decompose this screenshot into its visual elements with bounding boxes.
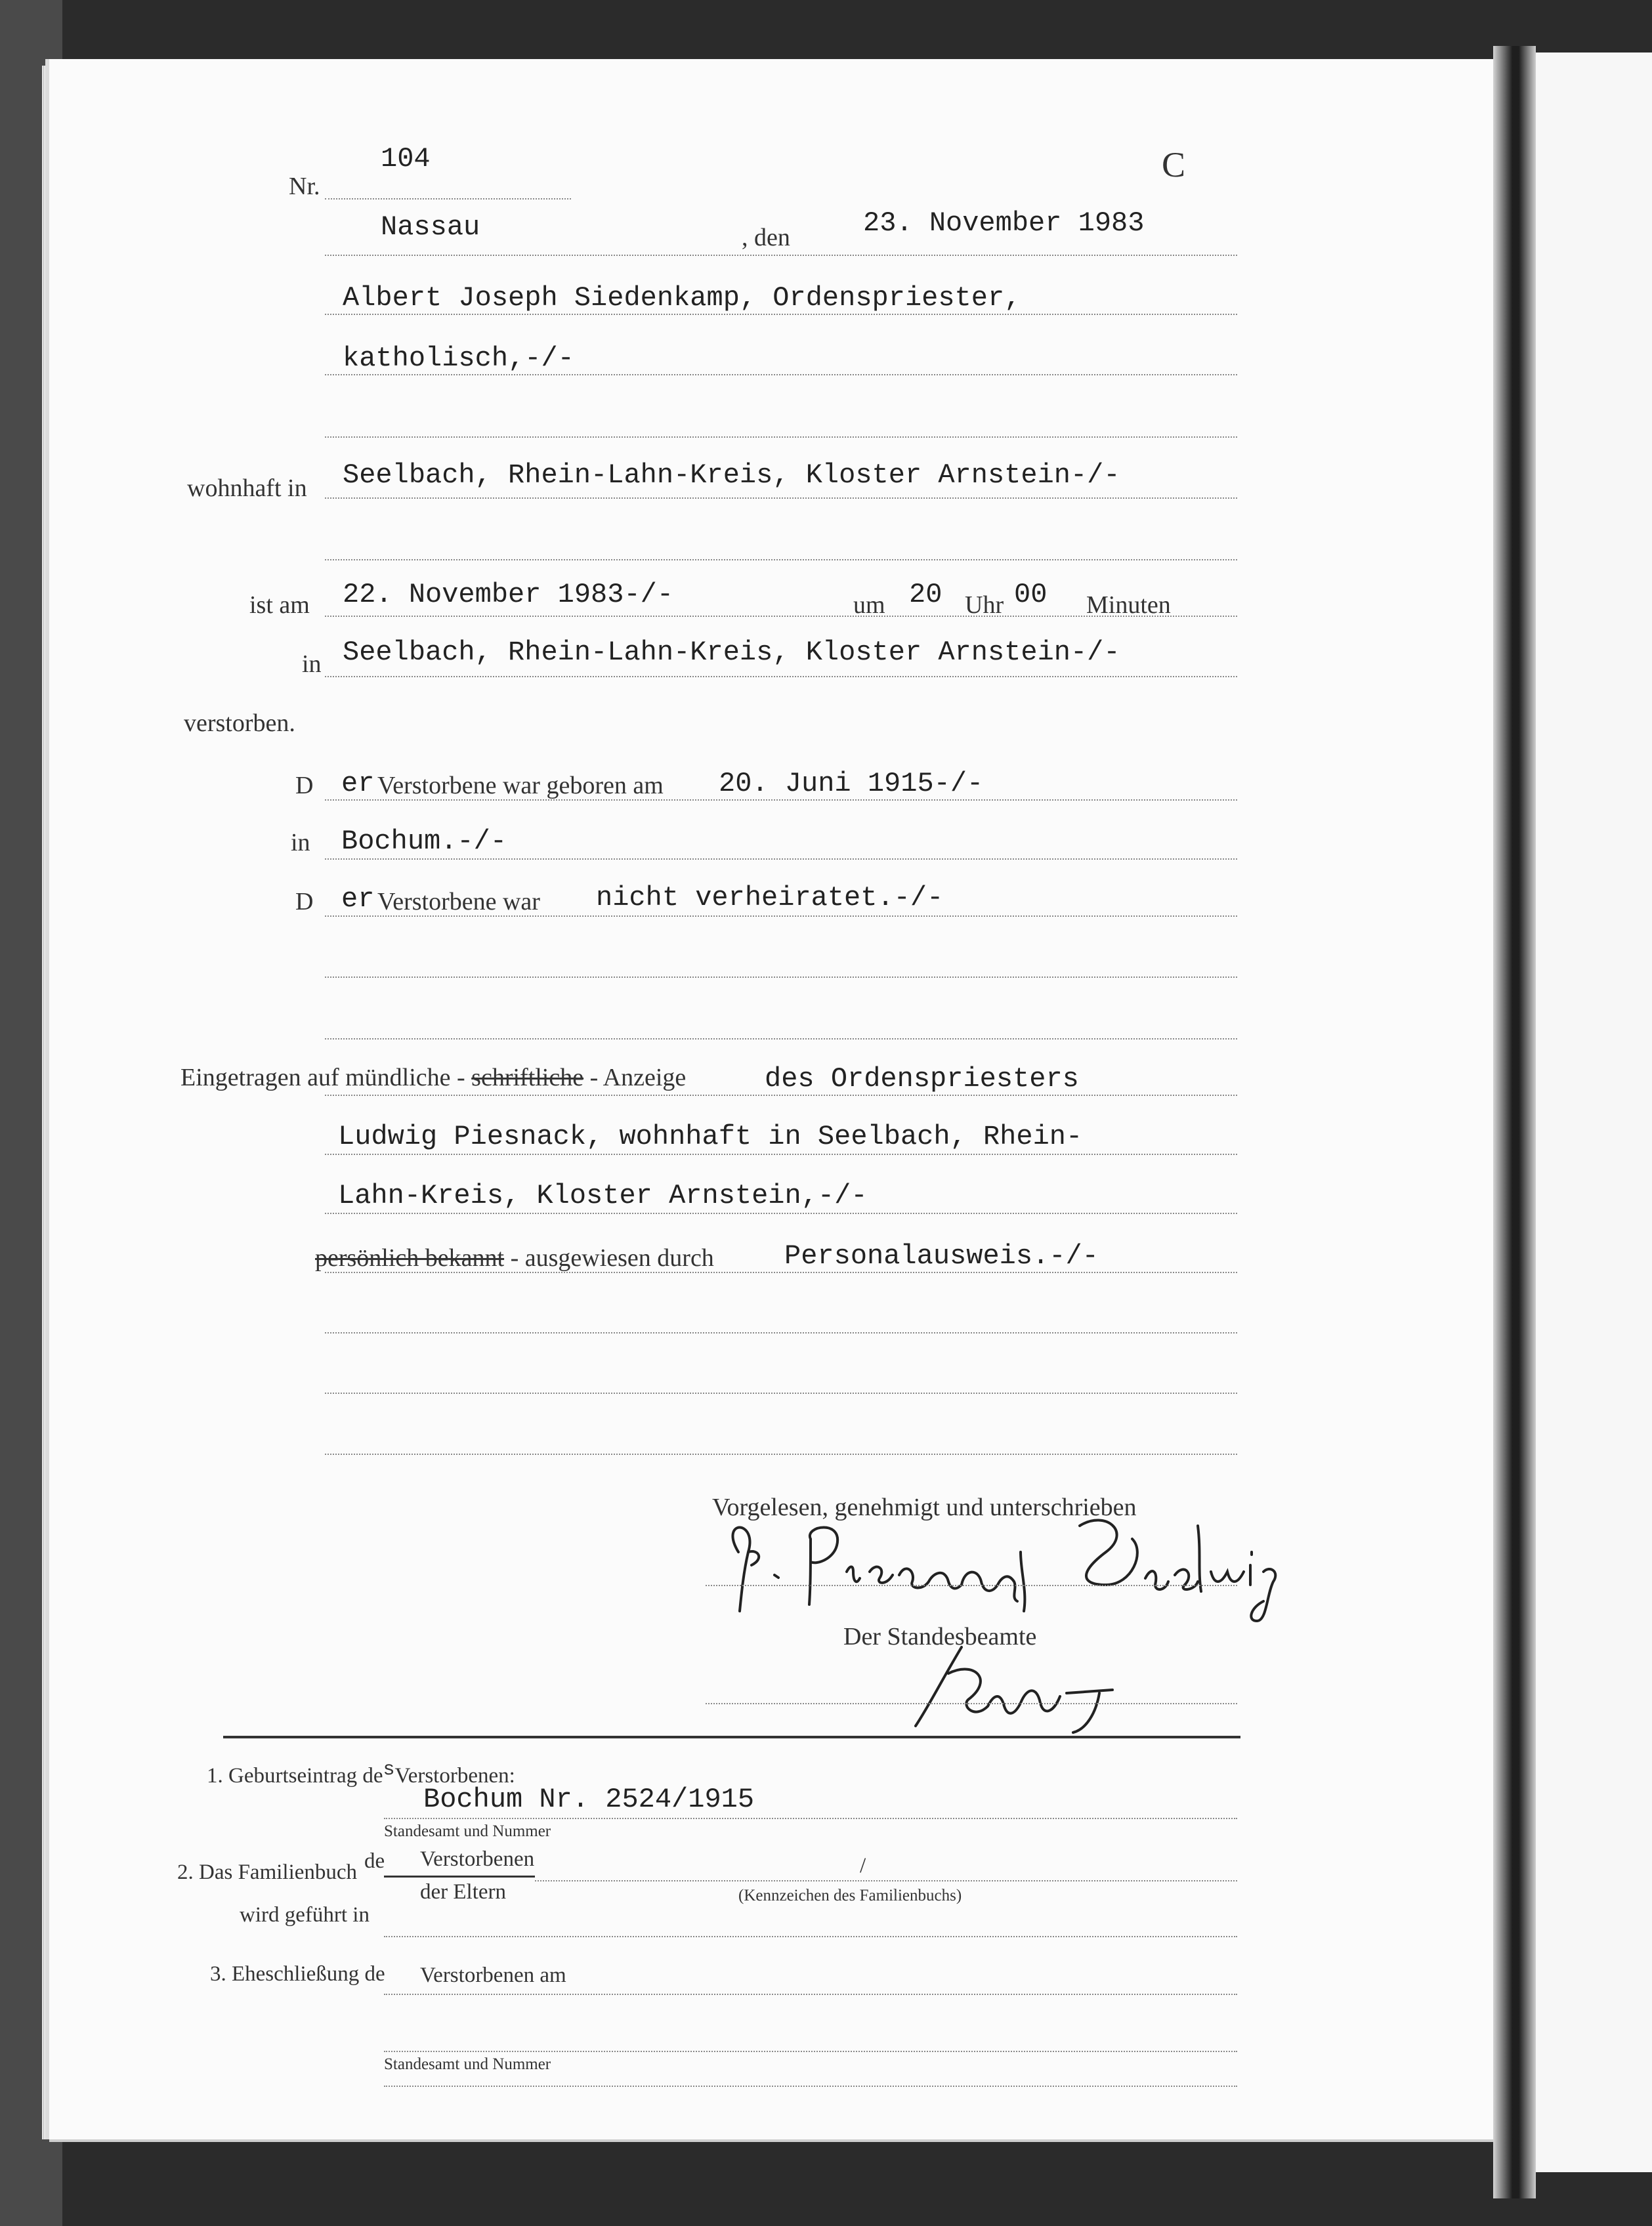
marital-value: nicht verheiratet.-/- [596, 882, 944, 914]
birth-d-label: D [295, 772, 314, 799]
rule [325, 1095, 1237, 1096]
rule [325, 314, 1237, 315]
item3-value: Verstorbenen am [420, 1964, 566, 1987]
item1-label-a: 1. Geburtseintrag de [207, 1764, 383, 1788]
item2-label: 2. Das Familienbuch [177, 1860, 358, 1884]
item2-slash: / [860, 1854, 866, 1878]
date-value: 23. November 1983 [863, 207, 1145, 239]
death-place: Seelbach, Rhein-Lahn-Kreis, Kloster Arnstein-/- [343, 637, 1120, 668]
report-label-struck: schriftliche [471, 1064, 584, 1091]
standesamt-label-2: Standesamt und Nummer [384, 2055, 551, 2073]
den-label: , den [742, 224, 790, 251]
rule [325, 676, 1237, 677]
rule [325, 616, 1237, 617]
rule [325, 1332, 1237, 1334]
book-gutter [1493, 46, 1536, 2198]
rule [384, 1818, 1237, 1819]
rule [325, 1213, 1237, 1214]
item2-option-eltern: der Eltern [420, 1880, 507, 1904]
death-hour: 20 [909, 579, 942, 610]
report-label-b: - Anzeige [589, 1064, 687, 1091]
corner-letter: C [1162, 145, 1186, 184]
rule [384, 1936, 1237, 1937]
birth-in-label: in [291, 829, 310, 856]
death-minutes: 00 [1014, 579, 1048, 610]
item2-option-verstorbenen: Verstorbenen [420, 1847, 535, 1871]
person-line1: Albert Joseph Siedenkamp, Ordenspriester, [343, 282, 1021, 314]
registrar-label: Der Standesbeamte [843, 1623, 1037, 1650]
residence-label: wohnhaft in [187, 474, 307, 502]
rule [325, 436, 1237, 438]
residence-value: Seelbach, Rhein-Lahn-Kreis, Kloster Arnstein-/- [343, 459, 1120, 491]
birth-place: Bochum.-/- [341, 826, 507, 857]
report-line2: Ludwig Piesnack, wohnhaft in Seelbach, Rhein- [338, 1121, 1083, 1152]
rule [384, 2051, 1237, 2052]
uhr-label: Uhr [965, 591, 1004, 619]
registrar-signature [902, 1634, 1152, 1739]
rule [325, 559, 1237, 560]
person-line2: katholisch,-/- [343, 343, 574, 374]
identity-label [315, 1244, 714, 1272]
identity-struck: persönlich bekannt [315, 1244, 505, 1272]
item2-label-b: wird geführt in [240, 1903, 370, 1927]
report-line3: Lahn-Kreis, Kloster Arnstein,-/- [338, 1180, 868, 1211]
rule [325, 374, 1237, 375]
death-date: 22. November 1983-/- [343, 579, 674, 610]
kennzeichen-label: (Kennzeichen des Familienbuchs) [738, 1887, 962, 1904]
rule [706, 1703, 1237, 1704]
rule [325, 858, 1237, 860]
um-label: um [853, 591, 885, 619]
rule [325, 497, 1237, 499]
section-divider [223, 1736, 1240, 1738]
informant-signature [712, 1513, 1329, 1637]
rule [325, 1272, 1237, 1273]
report-label-a: Eingetragen auf mündliche - [180, 1064, 465, 1091]
death-in-label: in [302, 650, 322, 678]
rule [325, 198, 571, 200]
birth-label: Verstorbene war geboren am [377, 772, 664, 799]
place-value: Nassau [381, 211, 480, 243]
nr-label: Nr. [289, 173, 320, 200]
verstorben-label: verstorben. [184, 709, 295, 737]
report-label [180, 1063, 686, 1092]
rule [325, 1454, 1237, 1455]
identity-text: - ausgewiesen durch [510, 1244, 714, 1272]
rule [325, 1154, 1237, 1155]
item2-de: de [364, 1849, 385, 1873]
rule [325, 1393, 1237, 1394]
marital-label: Verstorbene war [377, 888, 540, 915]
marital-er-fill: er [341, 883, 375, 915]
rule [325, 915, 1237, 917]
nr-value: 104 [381, 143, 431, 175]
rule [384, 1994, 1237, 1995]
marital-d-label: D [295, 888, 314, 915]
rule [325, 976, 1237, 978]
facing-page [1536, 52, 1652, 2172]
underline [384, 1876, 535, 1878]
register-page [49, 59, 1493, 2139]
rule [325, 255, 1237, 256]
rule [706, 1585, 1237, 1586]
rule [384, 2086, 1237, 2087]
item1-label-b: Verstorbenen: [394, 1764, 515, 1788]
ist-am-label: ist am [249, 591, 310, 619]
identity-value: Personalausweis.-/- [784, 1240, 1099, 1272]
rule [535, 1880, 1237, 1881]
item1-value: Bochum Nr. 2524/1915 [423, 1784, 755, 1815]
item3-label: 3. Eheschließung de [210, 1962, 385, 1986]
read-approved-label: Vorgelesen, genehmigt und unterschrieben [712, 1494, 1137, 1521]
report-line1: des Ordenspriesters [765, 1063, 1079, 1095]
rule [325, 799, 1237, 801]
birth-er-fill: er [341, 768, 375, 799]
birth-date: 20. Juni 1915-/- [719, 768, 984, 799]
item1-superscript: s [383, 1759, 395, 1781]
rule [325, 1038, 1237, 1040]
minuten-label: Minuten [1086, 591, 1171, 619]
standesamt-label: Standesamt und Nummer [384, 1822, 551, 1840]
